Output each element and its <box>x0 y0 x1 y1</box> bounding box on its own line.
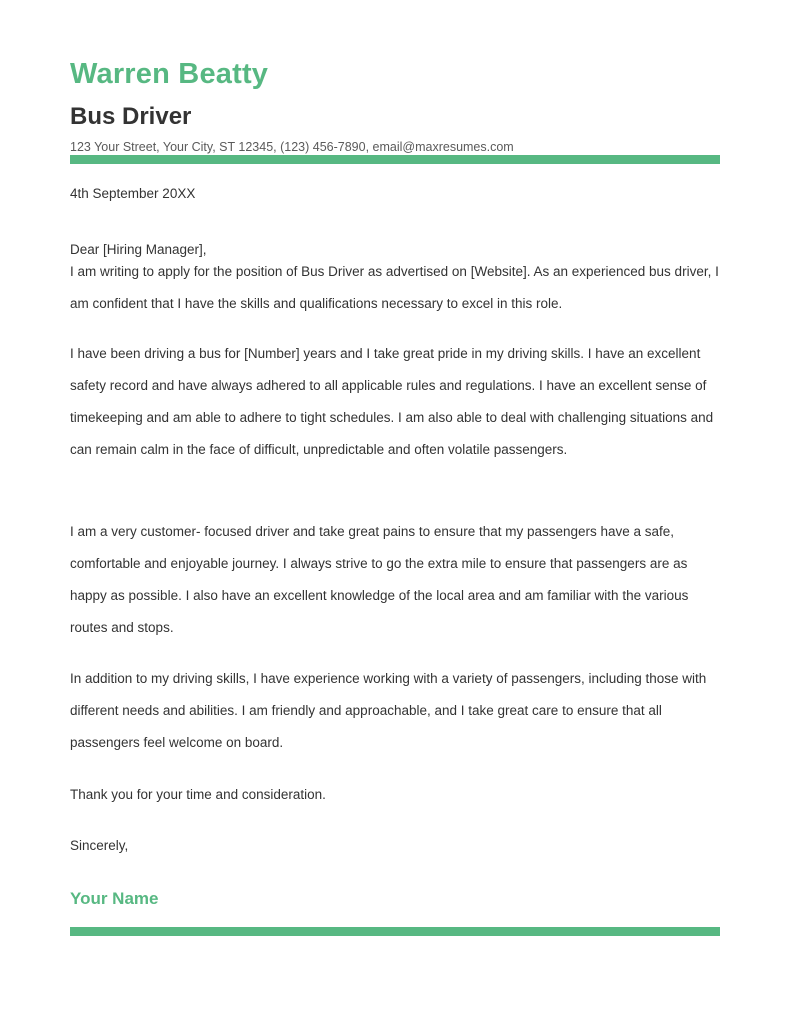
letter-date: 4th September 20XX <box>70 186 196 201</box>
thanks-line: Thank you for your time and consideration. <box>70 787 326 802</box>
signature-name: Your Name <box>70 889 159 908</box>
body-paragraph-2: I have been driving a bus for [Number] years and I take great pride in my driving skills. I have an excellent safety record and have always adhered to all applicable rules and regulations. I have an excellent sense of timekeeping and am able to adhere to tight schedules. I am also able to deal with challenging situations and can remain calm in the face of difficult, unpredictable and often volatile passengers. <box>70 346 714 457</box>
header-divider-bar <box>70 155 720 164</box>
closing: Sincerely, <box>70 838 129 853</box>
job-title: Bus Driver <box>70 103 192 130</box>
body-paragraph-3: I am a very customer- focused driver and take great pains to ensure that my passengers have a safe, comfortable and enjoyable journey. I always strive to go the extra mile to ensure that passengers are as happy as possible. I also have an excellent knowledge of the local area and am familiar with the various routes and stops. <box>70 524 689 635</box>
salutation: Dear [Hiring Manager], <box>70 242 207 257</box>
applicant-name: Warren Beatty <box>70 58 269 90</box>
footer-divider-bar <box>70 927 720 936</box>
contact-info: 123 Your Street, Your City, ST 12345, (123) 456-7890, email@maxresumes.com <box>70 140 514 154</box>
body-paragraph-4: In addition to my driving skills, I have experience working with a variety of passengers, including those with different needs and abilities. I am friendly and approachable, and I take great care to ensure that all passengers feel welcome on board. <box>70 671 707 750</box>
body-paragraph-1: I am writing to apply for the position of Bus Driver as advertised on [Website]. As an experienced bus driver, I am confident that I have the skills and qualifications necessary to excel in this role. <box>70 264 719 311</box>
